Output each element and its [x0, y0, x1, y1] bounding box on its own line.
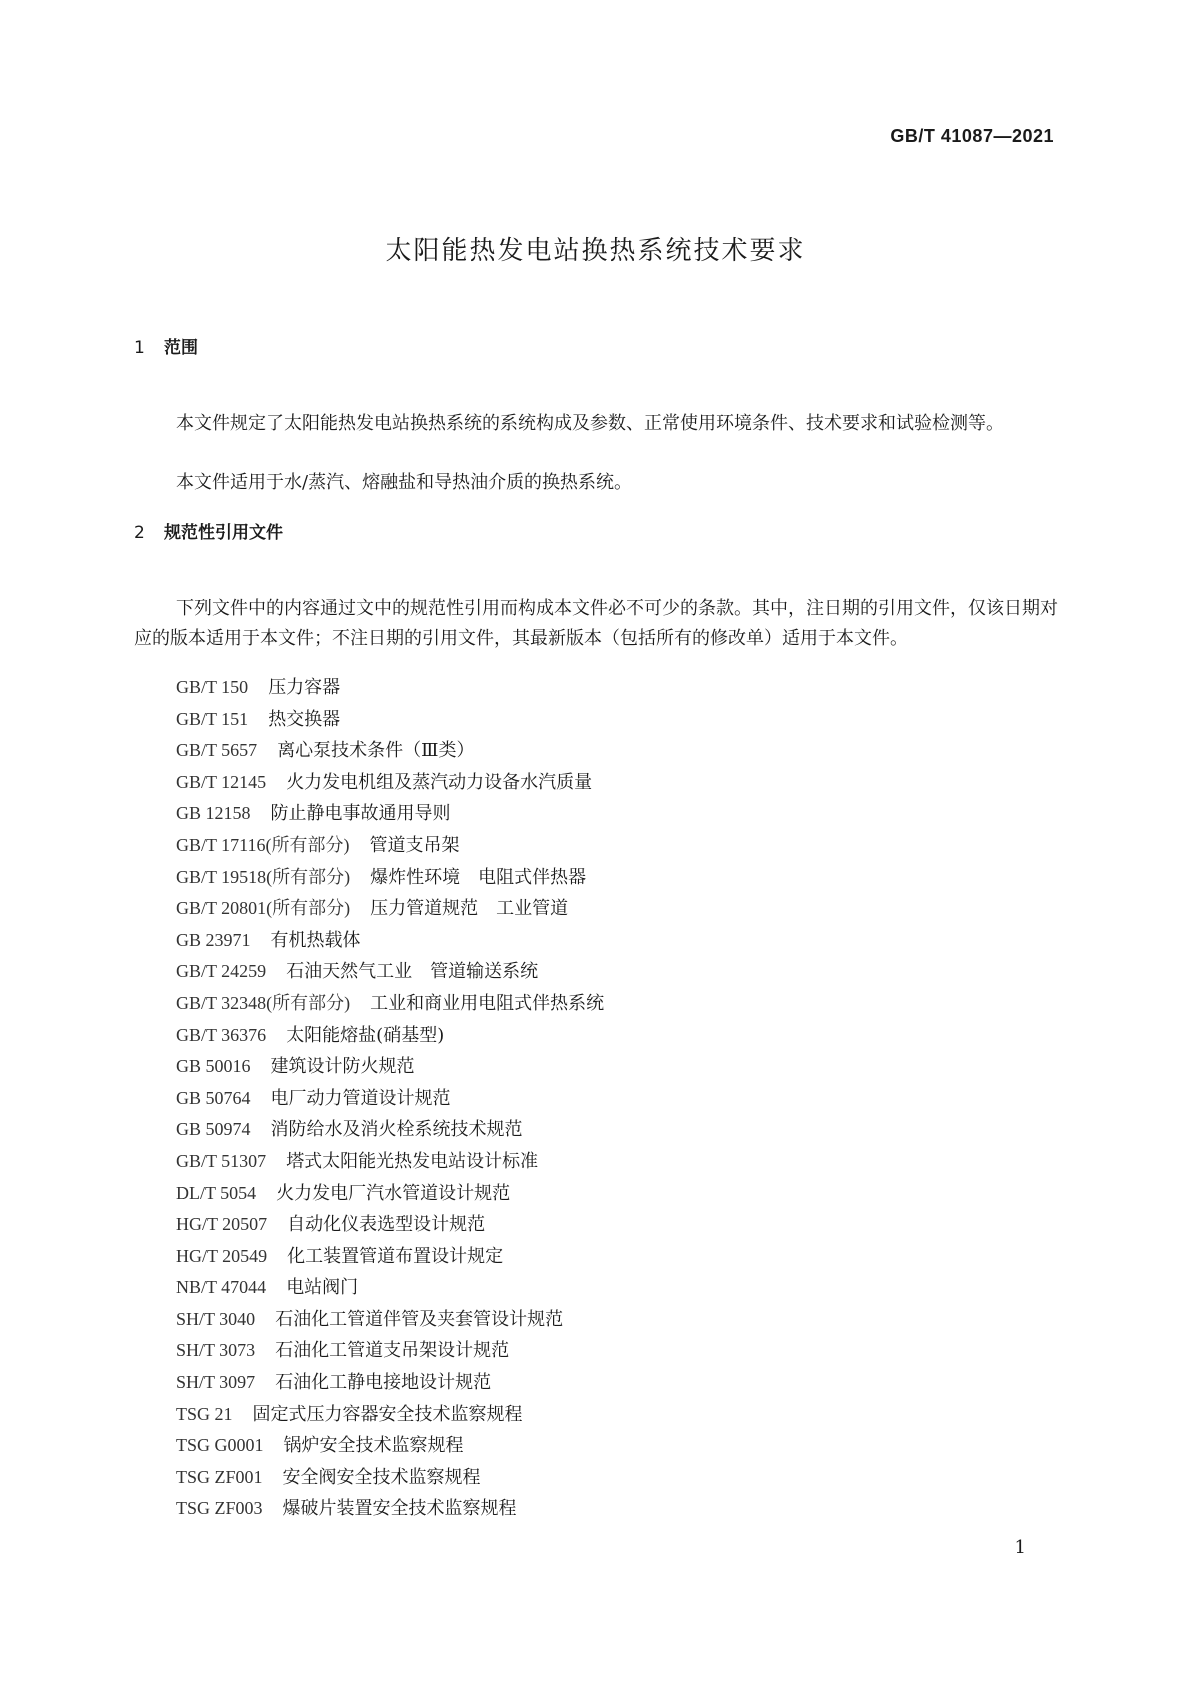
reference-code: GB/T 24259 [176, 961, 267, 982]
reference-item [176, 735, 604, 767]
reference-item [176, 1146, 604, 1178]
reference-item [176, 1430, 604, 1462]
reference-item [176, 1178, 604, 1210]
reference-code: GB 50764 [176, 1087, 251, 1108]
reference-item [176, 925, 604, 957]
reference-code: GB/T 150 [176, 677, 249, 697]
reference-title: 石油化工管道伴管及夹套管设计规范 [275, 1308, 564, 1330]
reference-code: GB 12158 [176, 803, 251, 824]
reference-title: 爆炸性环境 电阻式伴热器 [370, 866, 587, 888]
document-number: GB/T 41087—2021 [890, 126, 1054, 146]
reference-title: 管道支吊架 [369, 834, 460, 856]
reference-title: 压力管道规范 工业管道 [370, 898, 569, 920]
reference-item [176, 1367, 604, 1399]
section-heading-normative-references [134, 518, 283, 543]
reference-title: 安全阀安全技术监察规程 [282, 1466, 481, 1488]
reference-code: TSG 21 [176, 1403, 233, 1424]
reference-list [176, 672, 604, 1525]
reference-item [176, 1020, 604, 1052]
reference-code: GB/T 20801(所有部分) [176, 898, 351, 919]
reference-item [176, 893, 604, 925]
reference-title: 火力发电机组及蒸汽动力设备水汽质量 [286, 771, 593, 793]
reference-code: SH/T 3040 [176, 1308, 256, 1329]
reference-code: GB 50974 [176, 1119, 251, 1140]
page-number: 1 [1014, 1537, 1026, 1558]
section-number: 2 [134, 523, 145, 543]
reference-code: GB/T 19518(所有部分) [176, 866, 351, 887]
reference-code: GB/T 12145 [176, 771, 267, 792]
reference-item [176, 1114, 604, 1146]
reference-title: 热交换器 [268, 708, 341, 730]
section-title: 规范性引用文件 [164, 523, 283, 543]
reference-item [176, 767, 604, 799]
reference-title: 锅炉安全技术监察规程 [283, 1435, 464, 1457]
reference-item [176, 830, 604, 862]
reference-title: 自动化仪表选型设计规范 [287, 1214, 486, 1236]
page-title: 太阳能热发电站换热系统技术要求 [385, 236, 806, 266]
reference-item [176, 956, 604, 988]
section-number: 1 [134, 338, 145, 358]
reference-item [176, 1241, 604, 1273]
reference-title: 工业和商业用电阻式伴热系统 [370, 992, 605, 1014]
reference-title: 固定式压力容器安全技术监察规程 [252, 1403, 523, 1425]
reference-code: DL/T 5054 [176, 1182, 257, 1203]
reference-item [176, 988, 604, 1020]
reference-item [176, 1051, 604, 1083]
reference-item [176, 672, 604, 704]
reference-title: 离心泵技术条件（Ⅲ类） [277, 740, 475, 762]
reference-code: HG/T 20507 [176, 1214, 268, 1235]
reference-item [176, 1335, 604, 1367]
reference-code: GB/T 51307 [176, 1150, 267, 1171]
reference-item [176, 862, 604, 894]
reference-code: TSG ZF003 [176, 1498, 263, 1519]
reference-item [176, 1399, 604, 1431]
reference-title: 太阳能熔盐(硝基型) [286, 1024, 445, 1046]
reference-title: 防止静电事故通用导则 [270, 803, 451, 825]
reference-item [176, 1272, 604, 1304]
reference-item [176, 798, 604, 830]
reference-title: 化工装置管道布置设计规定 [287, 1245, 504, 1267]
reference-code: GB 50016 [176, 1056, 251, 1077]
reference-title: 压力容器 [268, 677, 341, 698]
section-title: 范围 [164, 338, 198, 358]
reference-item [176, 1493, 604, 1525]
reference-title: 爆破片装置安全技术监察规程 [282, 1498, 517, 1520]
reference-title: 石油天然气工业 管道输送系统 [286, 961, 539, 983]
reference-title: 火力发电厂汽水管道设计规范 [276, 1182, 511, 1204]
section-heading-scope [134, 333, 198, 358]
reference-title: 塔式太阳能光热发电站设计标准 [286, 1150, 539, 1172]
reference-code: GB/T 151 [176, 708, 249, 729]
reference-code: GB/T 17116(所有部分) [176, 834, 350, 855]
reference-title: 电站阀门 [286, 1277, 359, 1299]
scope-paragraph: 本文件规定了太阳能热发电站换热系统的系统构成及参数、正常使用环境条件、技术要求和试验检测等。 [176, 413, 1004, 434]
reference-title: 消防给水及消火栓系统技术规范 [270, 1119, 523, 1141]
reference-code: GB/T 36376 [176, 1024, 267, 1045]
reference-code: TSG G0001 [176, 1435, 264, 1456]
references-intro-paragraph: 下列文件中的内容通过文中的规范性引用而构成本文件必不可少的条款。其中，注日期的引用文件，仅该日期对应的版本适用于本文件；不注日期的引用文件，其最新版本（包括所有的修改单）适用于本文件。 [134, 598, 1058, 649]
reference-code: GB/T 32348(所有部分) [176, 992, 351, 1013]
reference-item [176, 1083, 604, 1115]
reference-code: HG/T 20549 [176, 1245, 268, 1266]
reference-item [176, 704, 604, 736]
reference-code: SH/T 3097 [176, 1372, 256, 1393]
reference-title: 石油化工静电接地设计规范 [275, 1372, 492, 1394]
reference-code: SH/T 3073 [176, 1340, 256, 1361]
reference-item [176, 1462, 604, 1494]
reference-title: 石油化工管道支吊架设计规范 [275, 1340, 510, 1362]
reference-item [176, 1209, 604, 1241]
reference-title: 有机热载体 [270, 929, 361, 951]
reference-code: GB 23971 [176, 929, 251, 950]
scope-paragraph: 本文件适用于水/蒸汽、熔融盐和导热油介质的换热系统。 [176, 472, 633, 493]
reference-code: TSG ZF001 [176, 1466, 263, 1487]
reference-title: 电厂动力管道设计规范 [270, 1087, 451, 1109]
reference-title: 建筑设计防火规范 [270, 1056, 415, 1078]
reference-item [176, 1304, 604, 1336]
reference-code: GB/T 5657 [176, 740, 258, 761]
reference-code: NB/T 47044 [176, 1277, 267, 1298]
